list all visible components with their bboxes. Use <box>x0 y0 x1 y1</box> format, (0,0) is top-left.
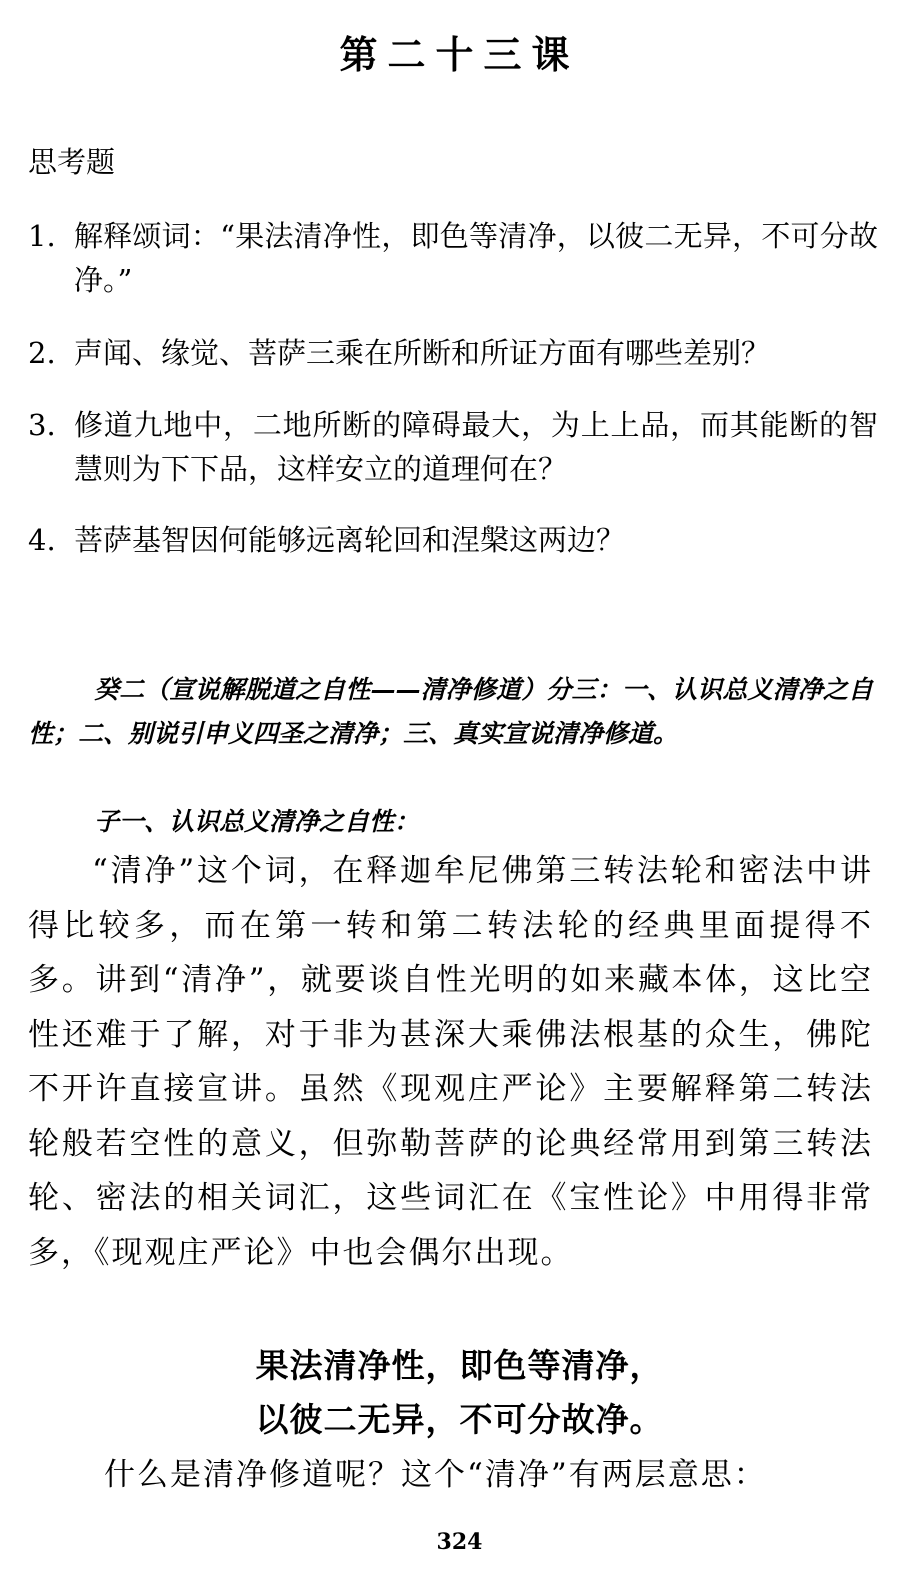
question-number: 2. <box>28 336 56 370</box>
question-number: 3. <box>28 408 56 442</box>
question-text: 解释颂词：“果法清净性，即色等清净，以彼二无异，不可分故净。” <box>74 219 878 297</box>
question-item <box>28 518 878 562</box>
body-paragraph: “清净”这个词，在释迦牟尼佛第三转法轮和密法中讲得比较多，而在第一转和第二转法轮的经典里面提得不多。讲到“清净”，就要谈自性光明的如来藏本体，这比空性还难于了解，对于非为甚深大乘佛法根基的众生，佛陀不开许直接宣讲。虽然《现观庄严论》主要解释第二转法轮般若空性的意义，但弥勒菩萨的论典经常用到第三转法轮、密法的相关词汇，这些词汇在《宝性论》中用得非常多，《现观庄严论》中也会偶尔出现。 <box>28 853 873 1271</box>
closing-paragraph: 什么是清净修道呢？这个“清净”有两层意思： <box>104 1457 767 1493</box>
verse-line: 果法清净性，即色等清净， <box>255 1346 664 1385</box>
question-number: 4. <box>28 523 56 557</box>
page-title: 第二十三课 <box>339 32 580 77</box>
page-number: 324 <box>436 1529 483 1555</box>
question-text: 修道九地中，二地所断的障碍最大，为上上品，而其能断的智慧则为下下品，这样安立的道理何在？ <box>74 408 878 486</box>
question-item <box>28 214 878 302</box>
question-text: 菩萨基智因何能够远离轮回和涅槃这两边？ <box>74 523 626 557</box>
section-subheading: 子一、认识总义清净之自性： <box>94 807 420 836</box>
question-item <box>28 403 878 491</box>
question-number: 1. <box>28 219 56 253</box>
question-item <box>28 331 878 375</box>
section-outline: 癸二（宣说解脱道之自性——清净修道）分三：一、认识总义清净之自性；二、别说引申义四圣之清净；三、真实宣说清净修道。 <box>28 675 873 748</box>
verse-line: 以彼二无异，不可分故净。 <box>255 1400 664 1439</box>
question-text: 声闻、缘觉、菩萨三乘在所断和所证方面有哪些差别？ <box>74 336 771 370</box>
questions-heading: 思考题 <box>28 145 116 179</box>
